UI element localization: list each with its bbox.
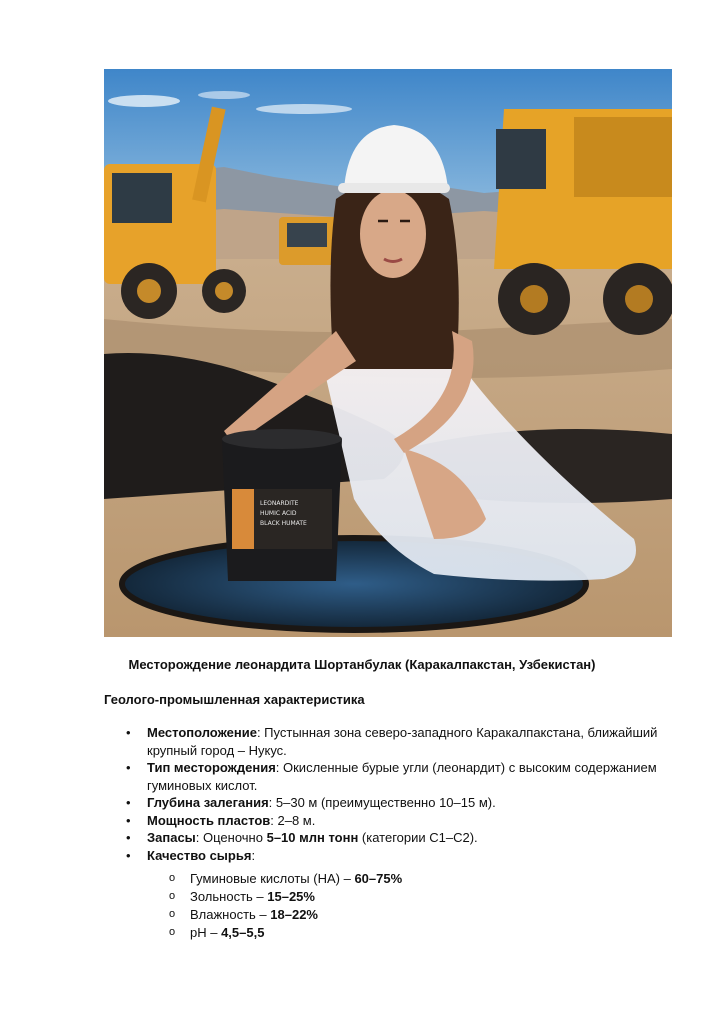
photo-caption: Месторождение леонардита Шортанбулак (Каракалпакстан, Узбекистан) [128, 657, 596, 672]
item-label: Тип месторождения [147, 760, 276, 775]
item-label: Качество сырья [147, 847, 252, 863]
list-item-deposit-type [104, 759, 680, 794]
section-heading: Геолого-промышленная характеристика [104, 692, 365, 707]
quality-label: Зольность – [190, 889, 268, 904]
list-item-reserves [104, 829, 680, 847]
bucket-label-line-3: BLACK HUMATE [260, 520, 307, 527]
bucket-label-line-1: LEONARDITE [260, 500, 299, 507]
reserves-value: 5–10 млн тонн [266, 830, 359, 845]
list-item-thickness [104, 812, 680, 830]
item-text: (категории С1–С2). [358, 830, 478, 845]
quality-value: 15–25% [267, 889, 315, 904]
quality-label: pH – [190, 925, 222, 940]
bucket-label-line-2: HUMIC ACID [260, 510, 297, 517]
item-label: Мощность пластов [147, 812, 271, 828]
item-text: : 5–30 м (преимущественно 10–15 м). [268, 795, 496, 810]
item-label: Глубина залегания [147, 795, 269, 810]
quality-moisture [147, 906, 680, 924]
item-text: : Оценочно [195, 830, 267, 845]
quality-label: Гуминовые кислоты (HA) – [190, 871, 355, 886]
quality-sublist [147, 870, 680, 942]
item-text: : 2–8 м. [270, 812, 316, 828]
item-label: Запасы [147, 830, 196, 845]
list-item-quality [104, 847, 680, 943]
quality-value: 18–22% [270, 907, 318, 922]
mining-site-photo [104, 69, 672, 637]
item-text: : [251, 847, 256, 863]
item-text: : Пустынная зона северо-западного Каракалпакстана, ближайший крупный город – Нукус. [147, 725, 658, 758]
quality-value: 4,5–5,5 [221, 925, 265, 940]
list-item-location [104, 724, 680, 759]
quality-ash [147, 888, 680, 906]
quality-label: Влажность – [190, 907, 271, 922]
item-text: : Окисленные бурые угли (леонардит) с высоким содержанием гуминовых кислот. [147, 760, 657, 793]
quality-value: 60–75% [354, 871, 403, 886]
quality-humic-acid [147, 870, 680, 888]
list-item-depth [104, 794, 680, 812]
item-label: Местоположение [147, 725, 257, 740]
quality-ph [147, 924, 680, 942]
characteristics-list [104, 724, 680, 942]
